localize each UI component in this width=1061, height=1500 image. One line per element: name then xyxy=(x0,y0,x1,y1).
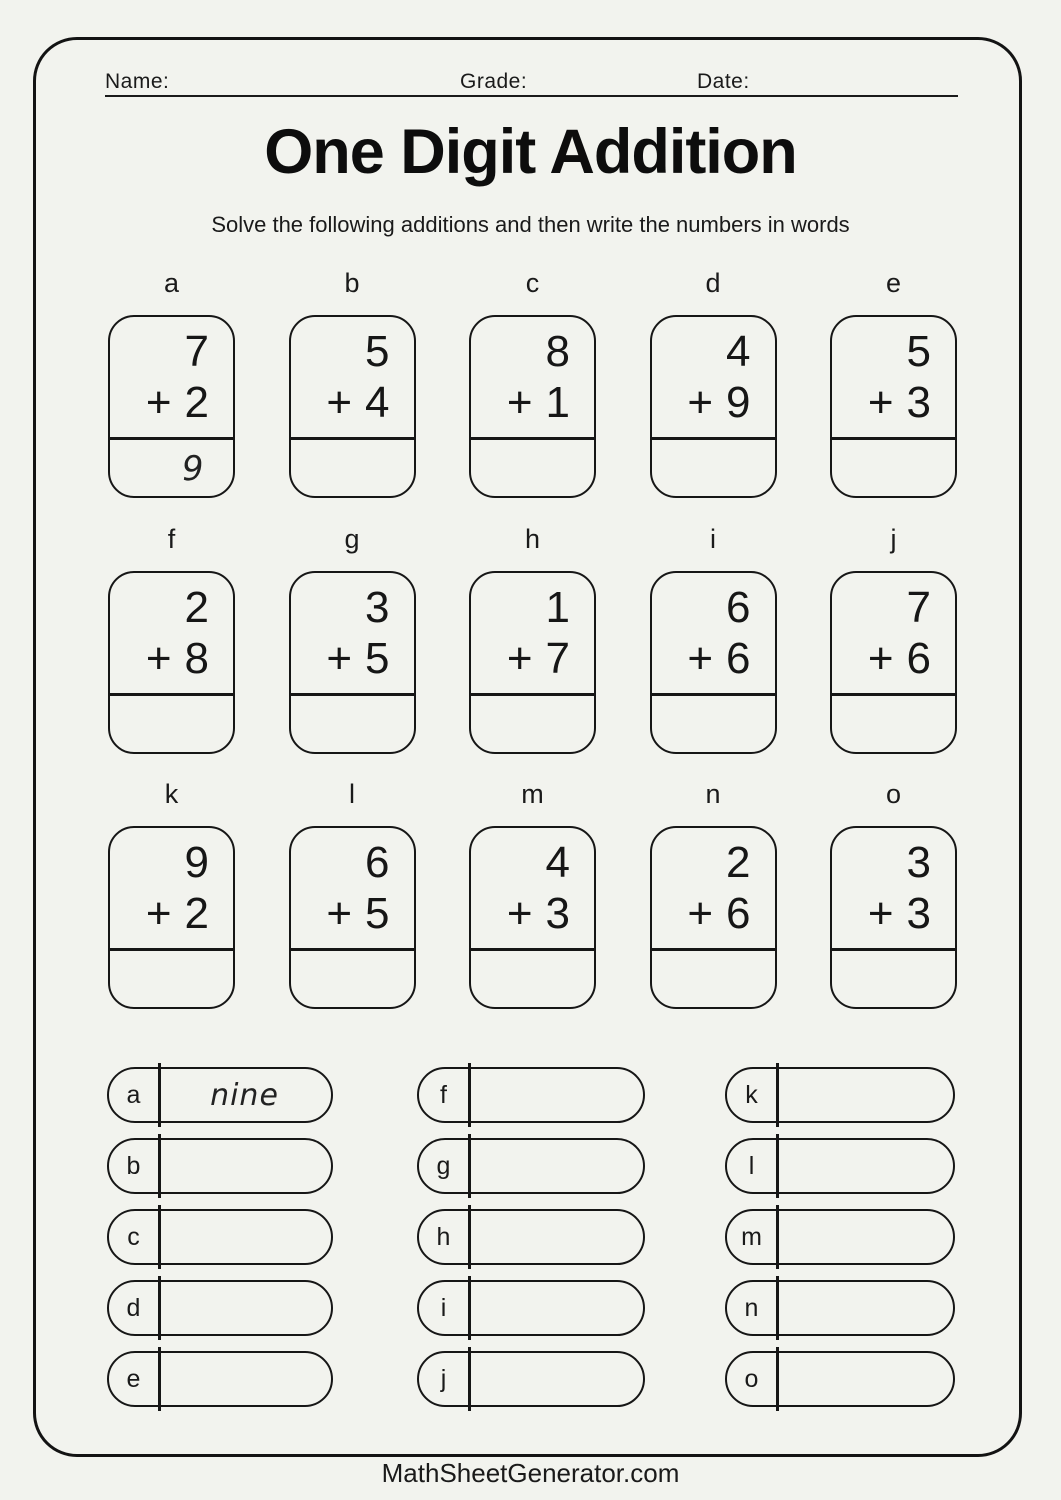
problem-card-group xyxy=(469,524,596,754)
date-label: Date: xyxy=(697,70,750,93)
answer-write-area[interactable] xyxy=(291,437,414,497)
problem-card-group xyxy=(830,524,957,754)
problem-card-group xyxy=(108,268,235,498)
bottom-addend: 1 xyxy=(545,378,570,427)
word-write-area[interactable] xyxy=(468,1211,643,1263)
bottom-addend: 5 xyxy=(365,634,390,683)
problem-card-group xyxy=(830,268,957,498)
page-title: One Digit Addition xyxy=(264,117,797,187)
pill-letter-label: i xyxy=(440,1293,447,1322)
word-write-area[interactable] xyxy=(468,1353,643,1405)
word-write-area[interactable] xyxy=(158,1140,331,1192)
bottom-addend: 4 xyxy=(365,378,390,427)
problem-card xyxy=(108,571,235,754)
addition-problem xyxy=(471,573,594,693)
addition-problem xyxy=(110,573,233,693)
word-answer-column xyxy=(417,1067,645,1407)
problem-card xyxy=(830,315,957,498)
answer-write-area[interactable] xyxy=(652,693,775,753)
bottom-addend: 8 xyxy=(184,634,209,683)
pill-divider-line xyxy=(158,1063,161,1127)
pill-letter-label: a xyxy=(126,1080,141,1109)
site-credit: MathSheetGenerator.com xyxy=(381,1458,680,1488)
bottom-addend: 7 xyxy=(545,634,570,683)
problem-letter-label: a xyxy=(163,268,180,298)
word-answer-pill xyxy=(725,1209,955,1265)
word-write-area[interactable] xyxy=(776,1211,953,1263)
word-write-area[interactable] xyxy=(468,1140,643,1192)
pill-divider-line xyxy=(468,1276,471,1340)
word-answer-pill xyxy=(417,1280,645,1336)
word-answer-pill xyxy=(417,1138,645,1194)
problem-card-group xyxy=(650,524,777,754)
pill-divider-line xyxy=(158,1276,161,1340)
problem-card xyxy=(830,571,957,754)
top-addend: 8 xyxy=(545,327,570,376)
word-answer-pill xyxy=(107,1067,333,1123)
answer-write-area[interactable] xyxy=(110,948,233,1008)
bottom-addend: 5 xyxy=(365,889,390,938)
pill-letter-label: l xyxy=(748,1151,755,1180)
plus-icon: + xyxy=(145,889,172,938)
pill-divider-line xyxy=(468,1134,471,1198)
addition-problem xyxy=(291,317,414,437)
answer-write-area[interactable] xyxy=(291,948,414,1008)
pill-divider-line xyxy=(468,1063,471,1127)
top-addend: 4 xyxy=(545,838,570,887)
pill-divider-line xyxy=(158,1134,161,1198)
top-addend: 9 xyxy=(184,838,209,887)
word-answer-pill xyxy=(107,1351,333,1407)
addition-problem xyxy=(832,573,955,693)
top-addend: 6 xyxy=(726,583,751,632)
bottom-addend: 3 xyxy=(545,889,570,938)
problem-letter-label: d xyxy=(705,268,721,298)
problem-card xyxy=(650,826,777,1009)
word-answer-column xyxy=(725,1067,955,1407)
card-row xyxy=(108,779,957,1009)
word-write-area[interactable] xyxy=(776,1069,953,1121)
word-write-area[interactable] xyxy=(776,1353,953,1405)
problem-card-group xyxy=(469,268,596,498)
top-addend: 5 xyxy=(365,327,390,376)
pill-letter-label: o xyxy=(744,1364,759,1393)
plus-icon: + xyxy=(506,634,533,683)
plus-icon: + xyxy=(867,889,894,938)
answer-write-area[interactable] xyxy=(471,693,594,753)
answer-write-area[interactable] xyxy=(291,693,414,753)
problem-letter-label: n xyxy=(705,779,721,809)
addition-problem xyxy=(652,828,775,948)
card-row xyxy=(108,524,957,754)
word-write-area[interactable] xyxy=(158,1211,331,1263)
pill-letter-label: h xyxy=(436,1222,451,1251)
pill-divider-line xyxy=(776,1205,779,1269)
bottom-addend: 6 xyxy=(726,634,751,683)
word-write-area[interactable] xyxy=(468,1069,643,1121)
problem-letter-label: j xyxy=(890,524,897,554)
problem-letter-label: k xyxy=(164,779,179,809)
addition-problem xyxy=(471,317,594,437)
addition-problem xyxy=(832,828,955,948)
top-addend: 3 xyxy=(365,583,390,632)
pill-divider-line xyxy=(776,1347,779,1411)
top-addend: 2 xyxy=(726,838,751,887)
pill-divider-line xyxy=(468,1347,471,1411)
word-write-area[interactable] xyxy=(776,1140,953,1192)
handwritten-answer: 9 xyxy=(181,448,206,489)
answer-write-area[interactable] xyxy=(110,437,233,497)
answer-write-area[interactable] xyxy=(832,693,955,753)
addition-problem xyxy=(110,828,233,948)
pill-letter-label: f xyxy=(440,1080,447,1109)
word-write-area[interactable] xyxy=(468,1282,643,1334)
problem-letter-label: g xyxy=(344,524,360,554)
plus-icon: + xyxy=(687,889,714,938)
pill-divider-line xyxy=(158,1205,161,1269)
plus-icon: + xyxy=(506,378,533,427)
answer-write-area[interactable] xyxy=(110,693,233,753)
plus-icon: + xyxy=(687,378,714,427)
word-write-area[interactable] xyxy=(158,1353,331,1405)
problem-letter-label: b xyxy=(344,268,360,298)
word-write-area[interactable] xyxy=(158,1069,331,1121)
word-answer-pill xyxy=(107,1138,333,1194)
problem-card-group xyxy=(289,779,416,1009)
problem-card xyxy=(108,826,235,1009)
top-addend: 6 xyxy=(365,838,390,887)
problem-card xyxy=(469,571,596,754)
answer-write-area[interactable] xyxy=(832,948,955,1008)
word-write-area[interactable] xyxy=(776,1282,953,1334)
bottom-addend: 2 xyxy=(184,378,209,427)
problem-card xyxy=(108,315,235,498)
word-answer-pill xyxy=(725,1138,955,1194)
plus-icon: + xyxy=(145,634,172,683)
problem-letter-label: i xyxy=(710,524,716,554)
plus-icon: + xyxy=(326,378,353,427)
pill-divider-line xyxy=(776,1276,779,1340)
word-answer-pill xyxy=(107,1280,333,1336)
word-answer-pill xyxy=(417,1067,645,1123)
answer-write-area[interactable] xyxy=(652,948,775,1008)
problem-letter-label: f xyxy=(167,524,176,554)
word-answer-pill xyxy=(417,1209,645,1265)
problem-card xyxy=(289,571,416,754)
header-fill-in-line[interactable] xyxy=(105,95,958,97)
problem-card-group xyxy=(289,268,416,498)
problem-card-group xyxy=(830,779,957,1009)
top-addend: 7 xyxy=(906,583,931,632)
plus-icon: + xyxy=(687,634,714,683)
problem-card xyxy=(650,315,777,498)
bottom-addend: 9 xyxy=(726,378,751,427)
word-answer-pill xyxy=(725,1280,955,1336)
problem-letter-label: m xyxy=(521,779,544,809)
problem-letter-label: h xyxy=(524,524,541,554)
addition-problem xyxy=(291,573,414,693)
top-addend: 7 xyxy=(184,327,209,376)
problem-card xyxy=(469,315,596,498)
problem-letter-label: c xyxy=(525,268,540,298)
plus-icon: + xyxy=(326,889,353,938)
card-row xyxy=(108,268,957,498)
bottom-addend: 3 xyxy=(906,378,931,427)
problem-card xyxy=(469,826,596,1009)
top-addend: 3 xyxy=(906,838,931,887)
addition-problem xyxy=(832,317,955,437)
answer-write-area[interactable] xyxy=(832,437,955,497)
problem-card-group xyxy=(289,524,416,754)
answer-write-area[interactable] xyxy=(652,437,775,497)
problem-letter-label: o xyxy=(885,779,902,809)
problem-letter-label: e xyxy=(885,268,902,298)
problem-card xyxy=(650,571,777,754)
problem-card-group xyxy=(469,779,596,1009)
addition-problem xyxy=(291,828,414,948)
bottom-addend: 6 xyxy=(726,889,751,938)
word-answer-pill xyxy=(107,1209,333,1265)
top-addend: 2 xyxy=(184,583,209,632)
problem-card xyxy=(830,826,957,1009)
pill-letter-label: c xyxy=(127,1222,140,1251)
top-addend: 5 xyxy=(906,327,931,376)
bottom-addend: 6 xyxy=(906,634,931,683)
pill-letter-label: j xyxy=(440,1364,447,1393)
pill-divider-line xyxy=(776,1063,779,1127)
pill-divider-line xyxy=(468,1205,471,1269)
top-addend: 4 xyxy=(726,327,751,376)
problem-card xyxy=(289,826,416,1009)
word-answer-pill xyxy=(725,1351,955,1407)
word-answer-pill xyxy=(417,1351,645,1407)
answer-write-area[interactable] xyxy=(471,948,594,1008)
addition-problem xyxy=(471,828,594,948)
pill-letter-label: k xyxy=(745,1080,758,1109)
pill-divider-line xyxy=(776,1134,779,1198)
problem-card-group xyxy=(108,524,235,754)
pill-letter-label: m xyxy=(741,1222,762,1251)
plus-icon: + xyxy=(145,378,172,427)
addition-problem xyxy=(110,317,233,437)
bottom-addend: 2 xyxy=(184,889,209,938)
plus-icon: + xyxy=(506,889,533,938)
pill-letter-label: g xyxy=(436,1151,451,1180)
problem-card xyxy=(289,315,416,498)
grade-label: Grade: xyxy=(460,70,528,93)
pill-letter-label: e xyxy=(126,1364,141,1393)
pill-divider-line xyxy=(158,1347,161,1411)
handwritten-word: nine xyxy=(210,1077,279,1113)
problem-letter-label: l xyxy=(349,779,355,809)
addition-problem xyxy=(652,317,775,437)
bottom-addend: 3 xyxy=(906,889,931,938)
plus-icon: + xyxy=(867,378,894,427)
pill-letter-label: d xyxy=(126,1293,141,1322)
name-label: Name: xyxy=(105,70,170,93)
addition-problem xyxy=(652,573,775,693)
word-answer-pill xyxy=(725,1067,955,1123)
plus-icon: + xyxy=(326,634,353,683)
answer-write-area[interactable] xyxy=(471,437,594,497)
plus-icon: + xyxy=(867,634,894,683)
pill-letter-label: n xyxy=(744,1293,759,1322)
pill-letter-label: b xyxy=(126,1151,141,1180)
problem-card-group xyxy=(650,268,777,498)
instructions-text: Solve the following additions and then write the numbers in words xyxy=(211,212,850,237)
word-answer-column xyxy=(107,1067,333,1407)
problem-card-group xyxy=(650,779,777,1009)
top-addend: 1 xyxy=(545,583,570,632)
problem-card-group xyxy=(108,779,235,1009)
word-write-area[interactable] xyxy=(158,1282,331,1334)
